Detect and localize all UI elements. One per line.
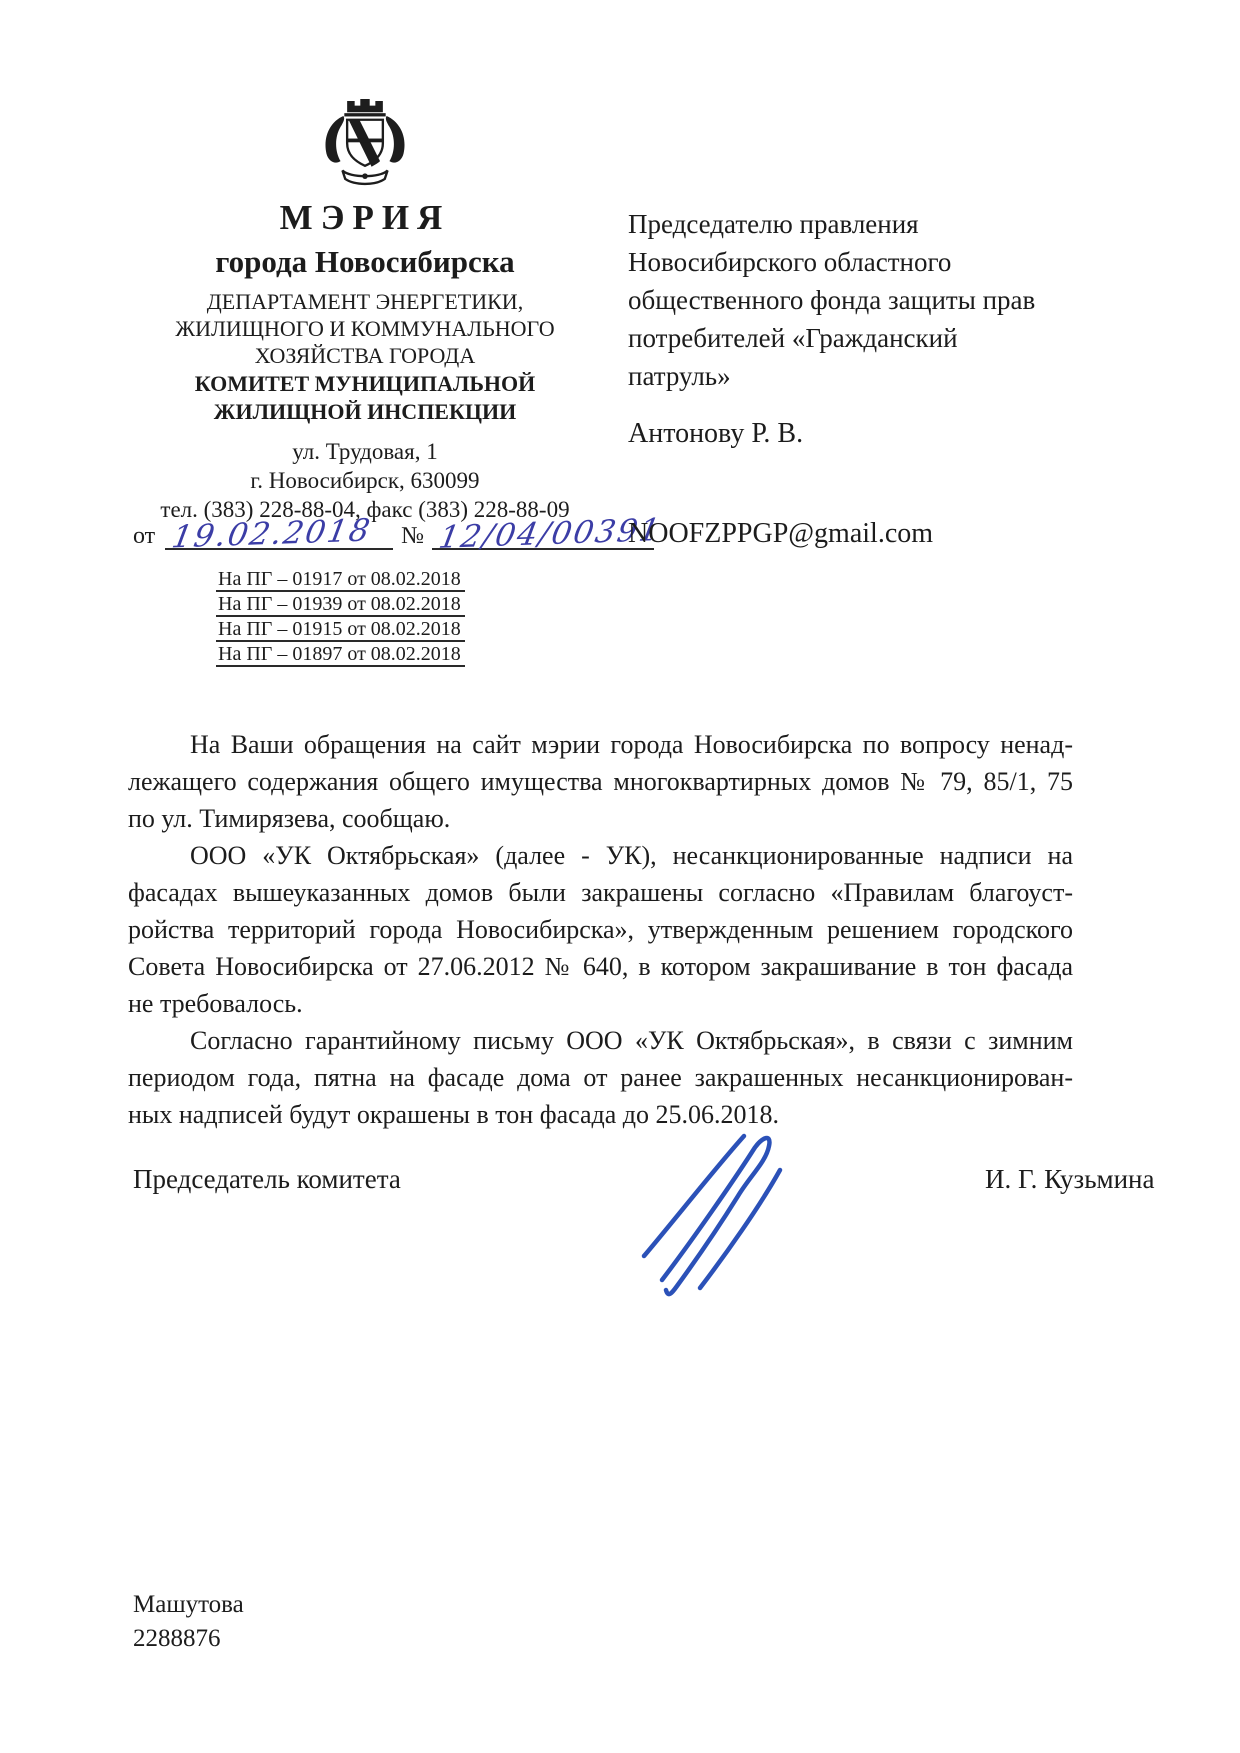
body-line: периодом года, пятна на фасаде дома от ранее закрашенных несанкционирован-: [128, 1063, 1073, 1092]
addressee-line: патруль»: [628, 361, 731, 391]
date-label: от: [133, 523, 156, 549]
body-line: ООО «УК Октябрьская» (далее - УК), несанкционированные надписи на: [190, 841, 1073, 870]
address-line: ул. Трудовая, 1: [292, 439, 438, 464]
handwritten-signature: [622, 1118, 822, 1298]
novosibirsk-coat-of-arms-icon: [318, 96, 412, 198]
signer-position: Председатель комитета: [133, 1164, 401, 1194]
reference-line: На ПГ – 01915 от 08.02.2018: [216, 618, 465, 642]
department-line: ДЕПАРТАМЕНТ ЭНЕРГЕТИКИ,: [206, 289, 524, 314]
reference-line: На ПГ – 01939 от 08.02.2018: [216, 593, 465, 617]
address-line: тел. (383) 228-88-04, факс (383) 228-88-09: [160, 497, 570, 522]
body-line: Совета Новосибирска от 27.06.2012 № 640, в котором закрашивание в тон фасада: [128, 952, 1073, 981]
body-line: фасадах вышеуказанных домов были закрашены согласно «Правилам благоуст-: [128, 878, 1073, 907]
committee-name: [115, 370, 615, 426]
committee-line: КОМИТЕТ МУНИЦИПАЛЬНОЙ: [194, 371, 536, 396]
address-line: г. Новосибирск, 630099: [250, 468, 480, 493]
org-subname: города Новосибирска: [215, 244, 515, 279]
reference-line: На ПГ – 01917 от 08.02.2018: [216, 568, 465, 592]
org-name: МЭРИЯ: [279, 198, 451, 237]
handwritten-number: 12/04/00391: [436, 512, 665, 556]
department-name: [103, 288, 627, 369]
executor-phone: 2288876: [133, 1625, 221, 1652]
addressee-line: потребителей «Гражданский: [628, 323, 958, 353]
letter-body: [128, 726, 1073, 1133]
committee-line: ЖИЛИЩНОЙ ИНСПЕКЦИИ: [213, 399, 517, 424]
body-line: ных надписей будут окрашены в тон фасада до 25.06.2018.: [128, 1100, 780, 1129]
body-line: не требовалось.: [128, 989, 303, 1018]
body-line: Согласно гарантийному письму ООО «УК Октябрьская», в связи с зимним: [190, 1026, 1073, 1055]
addressee-email: NOOFZPPGP@gmail.com: [628, 518, 934, 549]
body-line: На Ваши обращения на сайт мэрии города Новосибирска по вопросу ненад-: [190, 730, 1073, 759]
addressee-line: Председателю правления: [628, 209, 919, 239]
executor-name: Машутова: [133, 1591, 244, 1618]
body-line: по ул. Тимирязева, сообщаю.: [128, 804, 451, 833]
number-label: №: [401, 523, 425, 549]
department-line: ЖИЛИЩНОГО И КОММУНАЛЬНОГО: [175, 316, 555, 341]
addressee-name: Антонову Р. В.: [628, 418, 804, 449]
incoming-references: [216, 568, 465, 668]
outgoing-date-number-line: [133, 508, 693, 556]
executor-footer: [133, 1588, 244, 1656]
body-line: лежащего содержания общего имущества многоквартирных домов № 79, 85/1, 75: [128, 767, 1073, 796]
number-field: [432, 508, 665, 556]
date-field: [165, 508, 393, 556]
signer-name: И. Г. Кузьмина: [985, 1164, 1155, 1194]
handwritten-date: 19.02.2018: [169, 512, 375, 556]
body-line: ройства территорий города Новосибирска», утвержденным решением городского: [128, 915, 1073, 944]
department-line: ХОЗЯЙСТВА ГОРОДА: [254, 343, 476, 368]
addressee-block: [628, 205, 1058, 395]
reference-line: На ПГ – 01897 от 08.02.2018: [216, 643, 465, 667]
addressee-line: общественного фонда защиты прав: [628, 285, 1036, 315]
addressee-line: Новосибирского областного: [628, 247, 952, 277]
